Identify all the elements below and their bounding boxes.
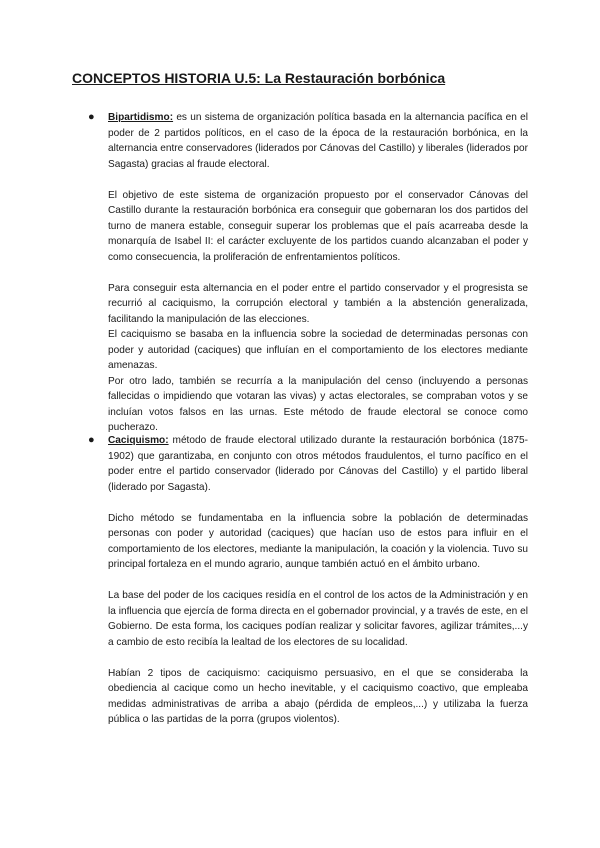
section-caciquismo [88,433,528,728]
body-paragraph: La base del poder de los caciques residía en el control de los actos de la Administración y en la influencia que ejercía de forma directa en el gobernador provincial, y a través de este, en el Gobierno. De esta forma, los caciques podían realizar y solicitar favores, agilizar trámites,...y a cambio de esto recibía la lealtad de los electores de su localidad. [108,590,528,648]
term-heading: Bipartidismo: [108,112,174,123]
section-bipartidismo [88,110,528,436]
definition-text: método de fraude electoral utilizado durante la restauración borbónica (1875-1902) que garantizaba, en conjunto con otros métodos fraudulentos, el turno pacífico en el poder entre el partido conservador (liderado por Cánovas del Castillo) y el partido liberal (liderado por Sagasta). [108,435,528,493]
page-title: CONCEPTOS HISTORIA U.5: La Restauración borbónica [72,70,446,86]
body-paragraph: Habían 2 tipos de caciquismo: caciquismo persuasivo, en el que se consideraba la obediencia al cacique como un hecho inevitable, y el caciquismo coactivo, que empleaba medidas administrativas de arriba a abajo (pérdida de empleos,...) y utilizaba la fuerza pública o las partidas de la porra (grupos violentos). [108,667,528,725]
body-paragraph: El objetivo de este sistema de organización propuesto por el conservador Cánovas del Castillo durante la restauración borbónica era conseguir que gobernaran los dos partidos del turno de manera estable, conseguir superar los problemas que el país acarreaba desde la monarquía de Isabel II: el carácter excluyente de los partidos cuando alcanzaban el poder y como consecuencia, la proliferación de enfrentamientos políticos. [108,189,528,263]
body-paragraph: Dicho método se fundamentaba en la influencia sobre la población de determinadas personas con poder y autoridad (caciques) que hacían uso de estos para influir en el comportamiento de los electores, mediante la manipulación, la coación y la violencia. Tuvo su principal fortaleza en el mundo agrario, aunque también actuó en el ámbito urbano. [108,512,528,570]
body-paragraph: Para conseguir esta alternancia en el poder entre el partido conservador y el progresista se recurrió al caciquismo, la corrupción electoral y también a la abstención generalizada, facilitando la manipulación de las elecciones. [108,282,528,325]
definition-paragraph [108,110,528,172]
definition-text: es un sistema de organización política basada en la alternancia pacífica en el poder de 2 partidos políticos, en el caso de la época de la restauración borbónica, en la alternancia entre conservadores (liderados por Cánovas del Castillo) y liberales (liderados por Sagasta) gracias al fraude electoral. [108,112,528,170]
definition-paragraph [108,433,528,495]
term-heading: Caciquismo: [108,435,169,446]
body-paragraph: El caciquismo se basaba en la influencia sobre la sociedad de determinadas personas con poder y autoridad (caciques) que influían en el comportamiento de los electores mediante amenazas. [108,329,528,371]
bullet-icon: ● [88,111,95,123]
bullet-icon: ● [88,434,95,446]
body-paragraph: Por otro lado, también se recurría a la manipulación del censo (incluyendo a personas fallecidas o impidiendo que votaran las vivas) y actas electorales, se compraban votos y se incluían votos falsos en las urnas. Este método de fraude electoral se conoce como pucherazo. [108,375,528,433]
